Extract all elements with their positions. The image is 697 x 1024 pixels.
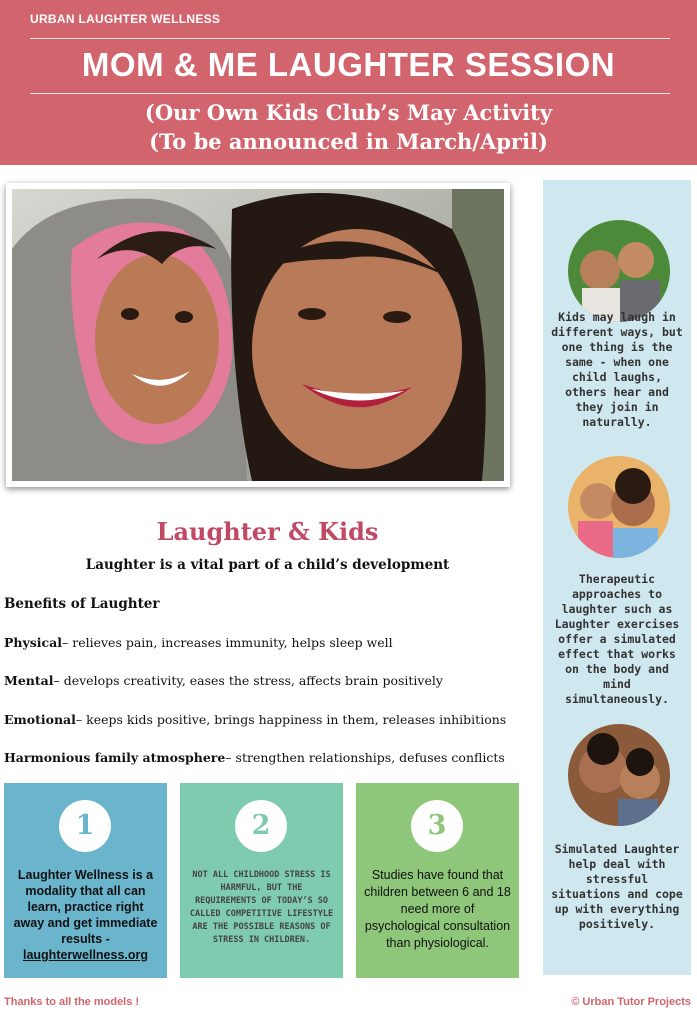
brand-name: URBAN LAUGHTER WELLNESS (30, 12, 221, 26)
fact-card-3 (356, 783, 519, 978)
card-text-3: Studies have found that children between 6 and 18 need more of psychological consultation than physiological. (364, 868, 511, 950)
benefit-family (4, 750, 505, 765)
benefit-label: Physical (4, 635, 62, 650)
header-banner (0, 0, 697, 165)
sidebar (543, 180, 691, 975)
fact-card-1 (4, 783, 167, 978)
father-son-photo (568, 724, 670, 826)
benefit-text: – keeps kids positive, brings happiness in them, releases inhibitions (75, 712, 507, 727)
children-smiling-photo (568, 456, 670, 558)
card-text-1 (12, 867, 159, 963)
card-number-3: 3 (411, 800, 463, 852)
subtitle-line-2: (To be announced in March/April) (149, 129, 548, 154)
card-number-2: 2 (235, 800, 287, 852)
sidebar-blurb-1: Kids may laugh in different ways, but one thing is the same - when one child laughs, others hear and they join in naturally. (551, 310, 683, 429)
main-photo-frame (6, 183, 510, 487)
benefit-text: – relieves pain, increases immunity, helps sleep well (62, 635, 393, 650)
benefit-label: Mental (4, 673, 54, 688)
benefit-text: – develops creativity, eases the stress, affects brain positively (53, 673, 443, 688)
benefit-text: – strengthen relationships, defuses conflicts (225, 750, 505, 765)
benefit-physical (4, 635, 393, 650)
card-number-1: 1 (59, 800, 111, 852)
benefits-heading: Benefits of Laughter (4, 596, 160, 612)
mother-child-photo (12, 189, 504, 481)
subtitle-line-1: (Our Own Kids Club’s May Activity (144, 100, 553, 125)
children-smiling-illustration (568, 456, 670, 558)
card-body-1: Laughter Wellness is a modality that all can learn, practice right away and get immediate results - (13, 868, 158, 946)
header-rule-top (30, 38, 670, 39)
laughterwellness-link[interactable]: laughterwellness.org (22, 948, 149, 962)
card-text-2: NOT ALL CHILDHOOD STRESS IS HARMFUL, BUT THE REQUIREMENTS OF TODAY’S SO CALLED COMPETITIVE LIFESTYLE ARE THE POSSIBLE REASONS OF STRESS IN CHILDREN. (189, 870, 334, 945)
page-subtitle (0, 98, 697, 156)
benefit-emotional (4, 712, 506, 727)
benefit-label: Emotional (4, 712, 76, 727)
father-son-illustration (568, 724, 670, 826)
fact-card-2 (180, 783, 343, 978)
section-title: Laughter & Kids (156, 517, 379, 546)
section-subtitle: Laughter is a vital part of a child’s development (85, 557, 450, 573)
sidebar-blurb-3: Simulated Laughter help deal with stressful situations and cope up with everything positively. (551, 842, 683, 931)
kids-laughing-photo (568, 220, 670, 322)
sidebar-blurb-2: Therapeutic approaches to laughter such as Laughter exercises offer a simulated effect that works on the body and mind simultaneously. (554, 572, 680, 706)
benefit-mental (4, 673, 443, 688)
footer-credits: Thanks to all the models ! (4, 996, 140, 1008)
kids-laughing-illustration (568, 220, 670, 322)
page-title: MOM & ME LAUGHTER SESSION (81, 46, 616, 83)
benefit-label: Harmonious family atmosphere (4, 750, 226, 765)
header-rule-bottom (30, 93, 670, 94)
footer-copyright: © Urban Tutor Projects (571, 996, 691, 1008)
